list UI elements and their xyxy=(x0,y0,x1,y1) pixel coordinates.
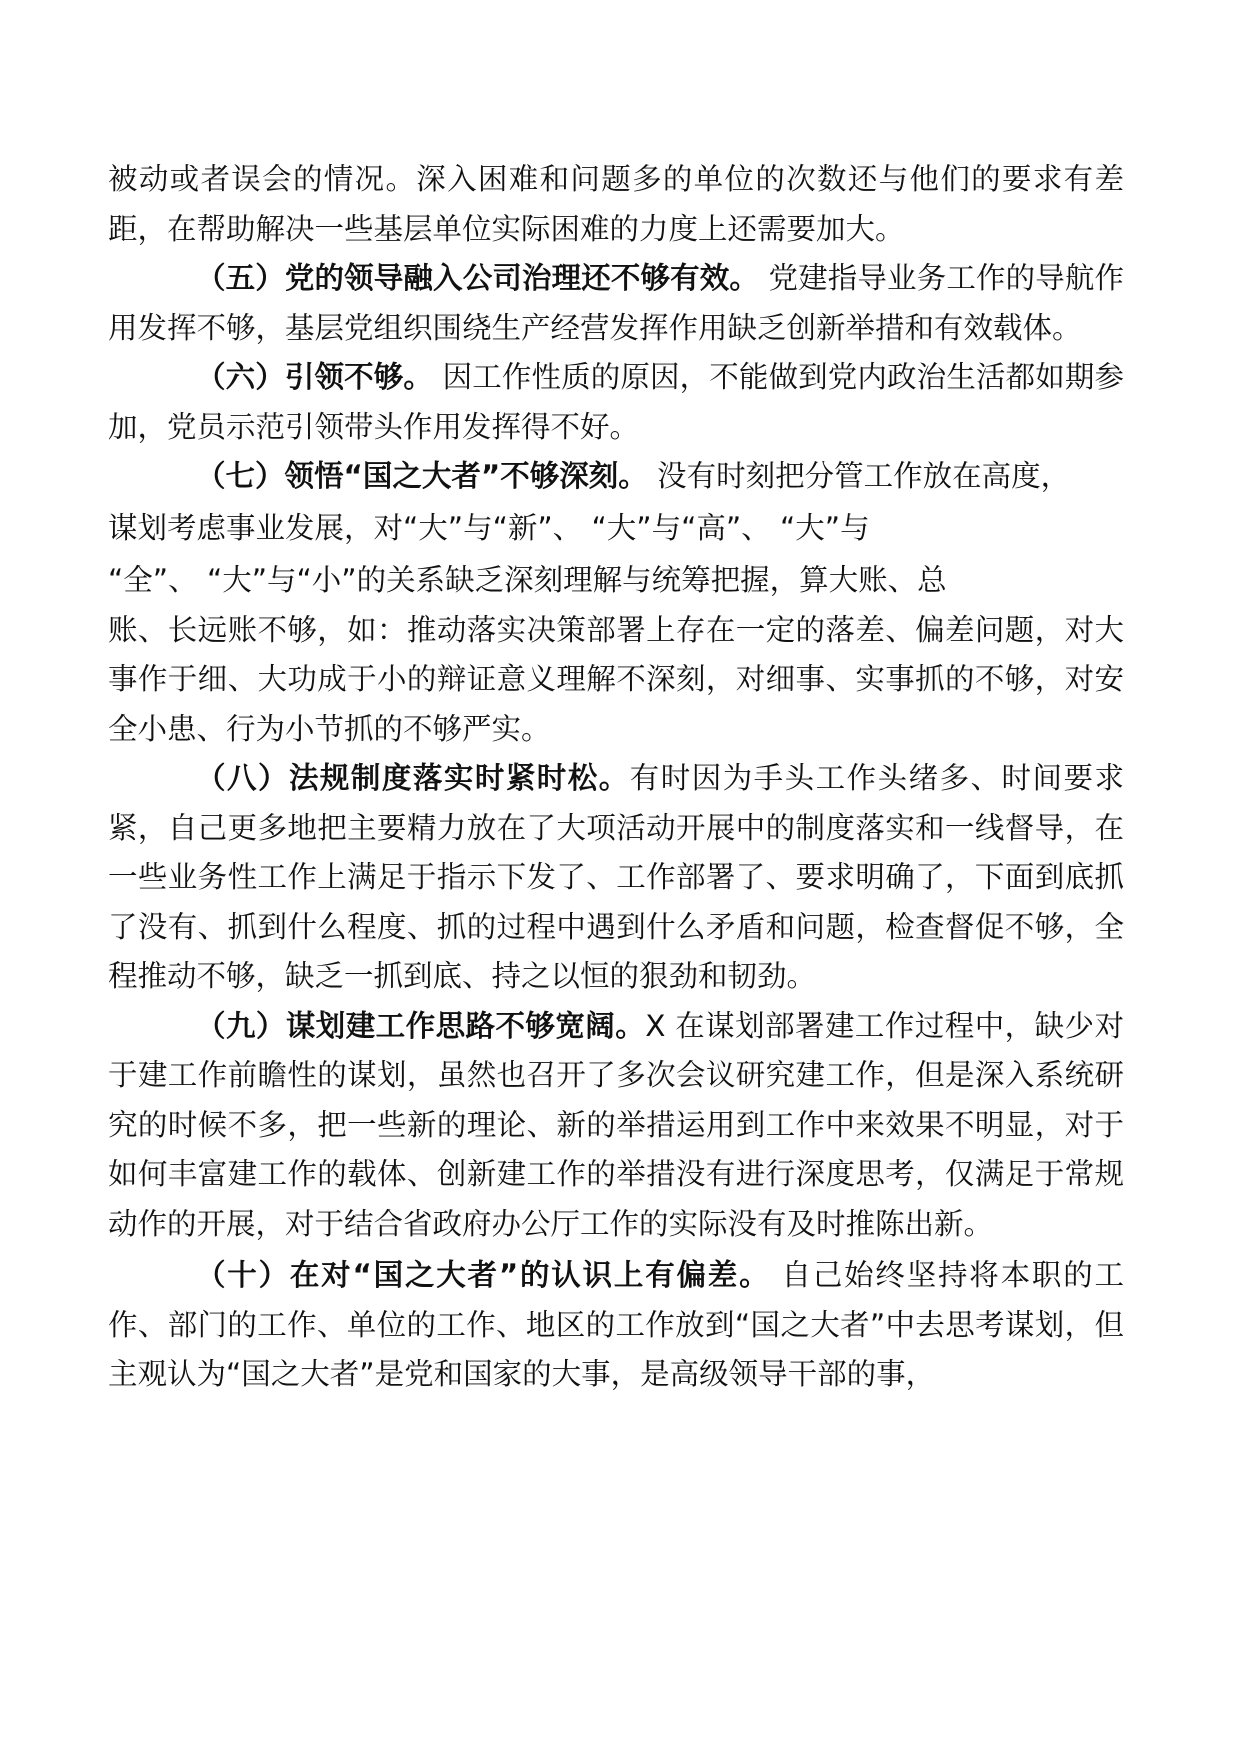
section-heading: （七）领悟“国之大者”不够深刻。 xyxy=(196,459,648,493)
paragraph-section-10 xyxy=(108,1251,1124,1400)
paragraph-line: “全”、 “大”与“小”的关系缺乏深刻理解与统筹把握，算大账、总 xyxy=(108,562,947,597)
paragraph-text: 有时因为手头工作头绪多、时间要求紧，自己更多地把主要精力放在了大项活动开展中的制度落实和一线督导，在一些业务性工作上满足于指示下发了、工作部署了、要求明确了，下面到底抓了没有、抓到什么程度、抓的过程中遇到什么矛盾和问题，检查督促不够，全程推动不够，缺乏一抓到底、持之以恒的狠劲和韧劲。 xyxy=(108,761,1124,993)
paragraph-text: 没有时刻把分管工作放在高度， xyxy=(647,459,1071,493)
paragraph-line xyxy=(108,452,1124,502)
section-heading: （十）在对“国之大者”的认识上有偏差。 xyxy=(196,1258,771,1292)
paragraph-text: 账、长远账不够，如：推动落实决策部署上存在一定的落差、偏差问题，对大事作于细、大功成于小的辩证意义理解不深刻，对细事、实事抓的不够，对安全小患、行为小节抓的不够严实。 xyxy=(108,612,1124,746)
paragraph-text: 自己始终坚持将本职的工作、部门的工作、单位的工作、地区的工作放到“国之大者”中去思考谋划，但主观认为“国之大者”是党和国家的大事，是高级领导干部的事， xyxy=(108,1258,1124,1391)
paragraph-text: 因工作性质的原因，不能做到党内政治生活都如期参加，党员示范引领带头作用发挥得不好。 xyxy=(108,360,1124,444)
section-heading: （八）法规制度落实时紧时松。 xyxy=(196,761,630,795)
paragraph-section-5 xyxy=(108,254,1124,353)
paragraph-section-7 xyxy=(108,452,1124,754)
paragraph-section-9 xyxy=(108,1002,1124,1250)
section-heading: （九）谋划建工作思路不够宽阔。 xyxy=(196,1008,646,1043)
paragraph-text: 党建指导业务工作的导航作用发挥不够，基层党组织围绕生产经营发挥作用缺乏创新举措和有效载体。 xyxy=(108,261,1124,345)
document-body xyxy=(108,155,1124,1400)
section-heading: （六）引领不够。 xyxy=(196,360,434,394)
section-heading: （五）党的领导融入公司治理还不够有效。 xyxy=(196,261,760,295)
paragraph-section-8 xyxy=(108,754,1124,1002)
paragraph-continued xyxy=(108,155,1124,254)
paragraph-text: X 在谋划部署建工作过程中，缺少对于建工作前瞻性的谋划，虽然也召开了多次会议研究建工作，但是深入系统研究的时候不多，把一些新的理论、新的举措运用到工作中来效果不明显，对于如何丰富建工作的载体、创新建工作的举措没有进行深度思考，仅满足于常规动作的开展，对于结合省政府办公厅工作的实际没有及时推陈出新。 xyxy=(108,1008,1124,1241)
paragraph-section-6 xyxy=(108,353,1124,452)
paragraph-line: 谋划考虑事业发展，对“大”与“新”、 “大”与“高”、 “大”与 xyxy=(108,510,870,545)
paragraph-text: 被动或者误会的情况。深入困难和问题多的单位的次数还与他们的要求有差距，在帮助解决一些基层单位实际困难的力度上还需要加大。 xyxy=(108,162,1124,246)
